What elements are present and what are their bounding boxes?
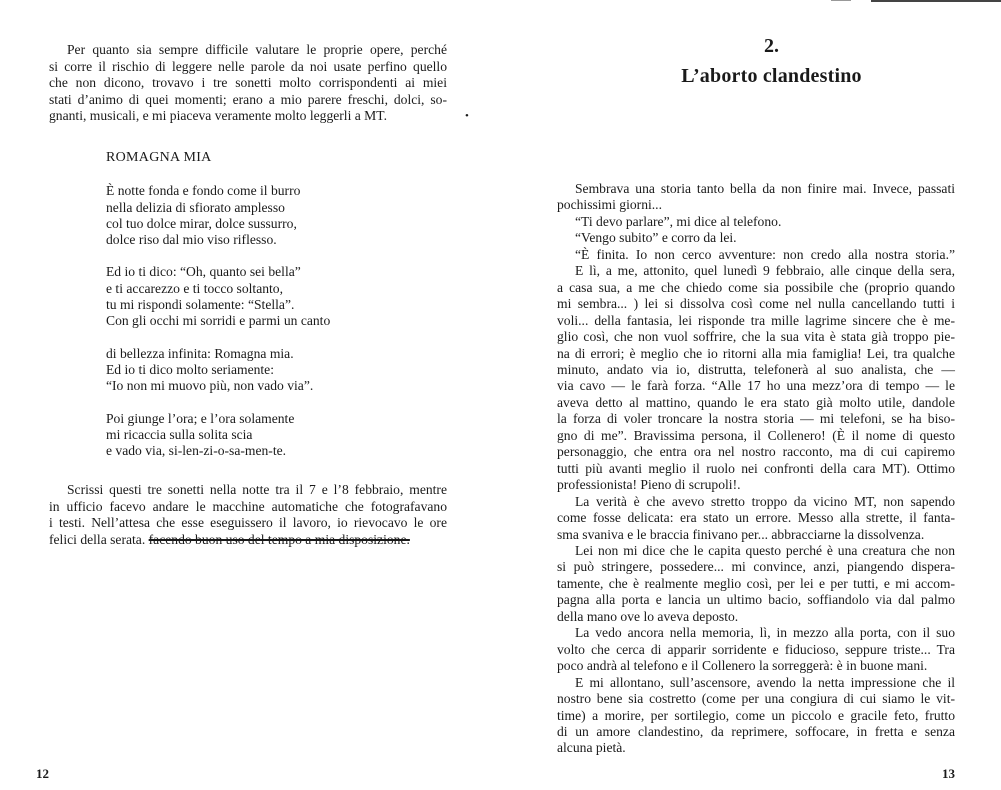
text-line: voli... della fantasia, lei risponde tra mille lagrime sincere che è me-	[557, 312, 955, 328]
text-line: Lei non mi dice che le capita questo perché è una creatura che non	[575, 542, 955, 558]
text-line: i testi. Nell’attesa che esse eseguissero il lavoro, io rievocavo le ore	[49, 515, 447, 531]
text-line: pochissimi giorni...	[557, 197, 662, 213]
kept-text: felici della serata.	[49, 531, 146, 547]
poem-stanza	[106, 346, 436, 395]
right-page	[500, 0, 1001, 790]
poem-verse: mi ricaccia sulla solita scia	[106, 426, 253, 442]
text-line: professionista! Pieno di scrupoli!.	[557, 477, 741, 493]
text-line: Sembrava una storia tanto bella da non finire mai. Invece, passati	[575, 181, 955, 196]
poem-verse: Ed io ti dico molto seriamente:	[106, 361, 274, 377]
text-line: E mi allontano, sull’ascensore, avendo la netta impressione che il	[575, 674, 955, 690]
poem-verse: nella delizia di sfiorato amplesso	[106, 199, 285, 215]
poem-verse: col tuo dolce mirar, dolce sussurro,	[106, 215, 297, 231]
text-line: E lì, a me, attonito, quel lunedì 9 febbraio, alle cinque della sera,	[575, 263, 955, 279]
poem-verse: “Io non mi muovo più, non vado via”.	[106, 378, 314, 394]
left-page	[0, 0, 500, 790]
poem-verse: di bellezza infinita: Romagna mia.	[106, 345, 294, 361]
text-line: nostro bene sia costretto (come per una congiura di cui siamo le vit-	[557, 691, 955, 707]
text-line: aveva detto al mattino, quando le era stato già molto utile, dandole	[557, 394, 955, 410]
poem-verse: e ti accarezzo e ti tocco soltanto,	[106, 280, 284, 296]
chapter-title: L’aborto clandestino	[681, 65, 862, 87]
text-line: che non dicono, trovavo i tre sonetti molto corrispondenti ai miei	[49, 75, 447, 91]
text-line: come fosse delicata: era stato un errore. Messo alla strette, il fanta-	[557, 510, 955, 526]
text-line: gno di me”. Bravissima persona, il Collenero! (È il nome di questo	[557, 427, 955, 443]
text-line: minuto, andato via io, distrutta, telefonerà al suo analista, che —	[557, 361, 955, 377]
poem	[106, 150, 436, 475]
margin-mark: •	[465, 110, 469, 122]
text-line: La vedo ancora nella memoria, lì, in mezzo alla porta, con il suo	[575, 625, 955, 641]
text-line: in ufficio facevo andare le macchine automatiche che fotografavano	[49, 498, 447, 514]
text-line: glio così, che non vuol soffrire, che la sua vita è stata già troppo pie-	[557, 329, 955, 345]
text-line: time) a morire, per sortilegio, come un piccolo e gracile feto, frutto	[557, 707, 955, 723]
scan-edge-rule	[831, 0, 851, 1]
text-line: a casa sua, a me che chiedo come sia possibile che (proprio quando	[557, 279, 955, 295]
text-line: Per quanto sia sempre difficile valutare le proprie opere, perché	[67, 42, 447, 57]
poem-verse: dolce riso dal mio viso riflesso.	[106, 232, 277, 248]
text-line: gnanti, musicali, e mi piaceva veramente molto leggerli a MT.	[49, 108, 387, 124]
poem-verse: È notte fonda e fondo come il burro	[106, 183, 301, 199]
text-line: “Vengo subito” e corro da lei.	[575, 230, 737, 246]
page-number: 13	[942, 766, 955, 781]
text-line: mi sembra... ) lei si dissolva così come nel nulla cancellando tutti i	[557, 296, 955, 312]
text-line: pagna alla porta e lancia un ultimo bacio, soffiandolo via dal palmo	[557, 592, 955, 608]
text-line: personaggio, che entra ora nel nostro racconto, ma di cui capiremo	[557, 444, 955, 460]
intro-paragraph	[49, 42, 447, 125]
text-line: stati d’animo di quei momenti; erano a mio parere freschi, dolci, so-	[49, 91, 447, 107]
text-line: La verità è che avevo stretto troppo da vicino MT, non sapendo	[575, 493, 955, 509]
poem-verse: Ed io ti dico: “Oh, quanto sei bella”	[106, 264, 301, 280]
page-number: 12	[36, 766, 49, 781]
text-line: “È finita. Io non cerco avventure: non credo alla nostra storia.”	[575, 246, 955, 262]
text-line: “Ti devo parlare”, mi dice al telefono.	[575, 213, 782, 229]
text-line: tamente, che è realmente meglio così, per lei e per tutti, e mi accom-	[557, 575, 955, 591]
text-line: la forza di voler troncare la nostra storia — mi telefoni, se ha biso-	[557, 411, 955, 427]
text-line: tutti più avanti meglio il ruolo nei confronti della cara MT). Ottimo	[557, 460, 955, 476]
text-line: della mano ove lo aveva deposto.	[557, 608, 739, 624]
text-line: si corre il rischio di leggere nelle parole da noi usate perfino quello	[49, 58, 447, 74]
text-line: Scrissi questi tre sonetti nella notte tra il 7 e l’8 febbraio, mentre	[67, 482, 447, 497]
text-line	[49, 532, 447, 549]
chapter-body	[557, 181, 955, 757]
text-line: na di errori; è meglio che io ritorni alla mia famiglia! Lei, tra qualche	[557, 345, 955, 361]
text-line: si può stringere, possedere... mi convince, anzi, piangendo dispera-	[557, 559, 955, 575]
poem-stanza	[106, 183, 436, 248]
text-line: volto che cerca di apparir sorridente e fiducioso, seppure triste... Tra	[557, 641, 955, 657]
outro-paragraph	[49, 482, 447, 548]
poem-title: ROMAGNA MIA	[106, 150, 212, 165]
struck-through-text: facendo buon uso del tempo a mia disposizione.	[148, 531, 410, 547]
text-line: alcuna pietà.	[557, 740, 626, 756]
scan-edge-rule	[871, 0, 1001, 2]
poem-verse: Con gli occhi mi sorridi e parmi un canto	[106, 313, 331, 329]
poem-verse: Poi giunge l’ora; e l’ora solamente	[106, 410, 295, 426]
poem-stanza	[106, 411, 436, 460]
poem-stanza	[106, 264, 436, 329]
chapter-number: 2.	[764, 35, 779, 57]
text-line: di un amore clandestino, da reprimere, soffocare, in fretta e senza	[557, 723, 955, 739]
poem-verse: tu mi rispondi solamente: “Stella”.	[106, 297, 295, 313]
text-line: sma svaniva e le braccia finivano per... abbracciarne la dissolvenza.	[557, 526, 925, 542]
poem-verse: e vado via, si-len-zi-o-sa-men-te.	[106, 443, 287, 459]
text-line: via cavo — le farà forza. “Alle 17 ho una mezz’ora di tempo — le	[557, 378, 955, 394]
text-line: poco andrà al telefono e il Collenero la sorreggerà: è in buone mani.	[557, 658, 928, 674]
